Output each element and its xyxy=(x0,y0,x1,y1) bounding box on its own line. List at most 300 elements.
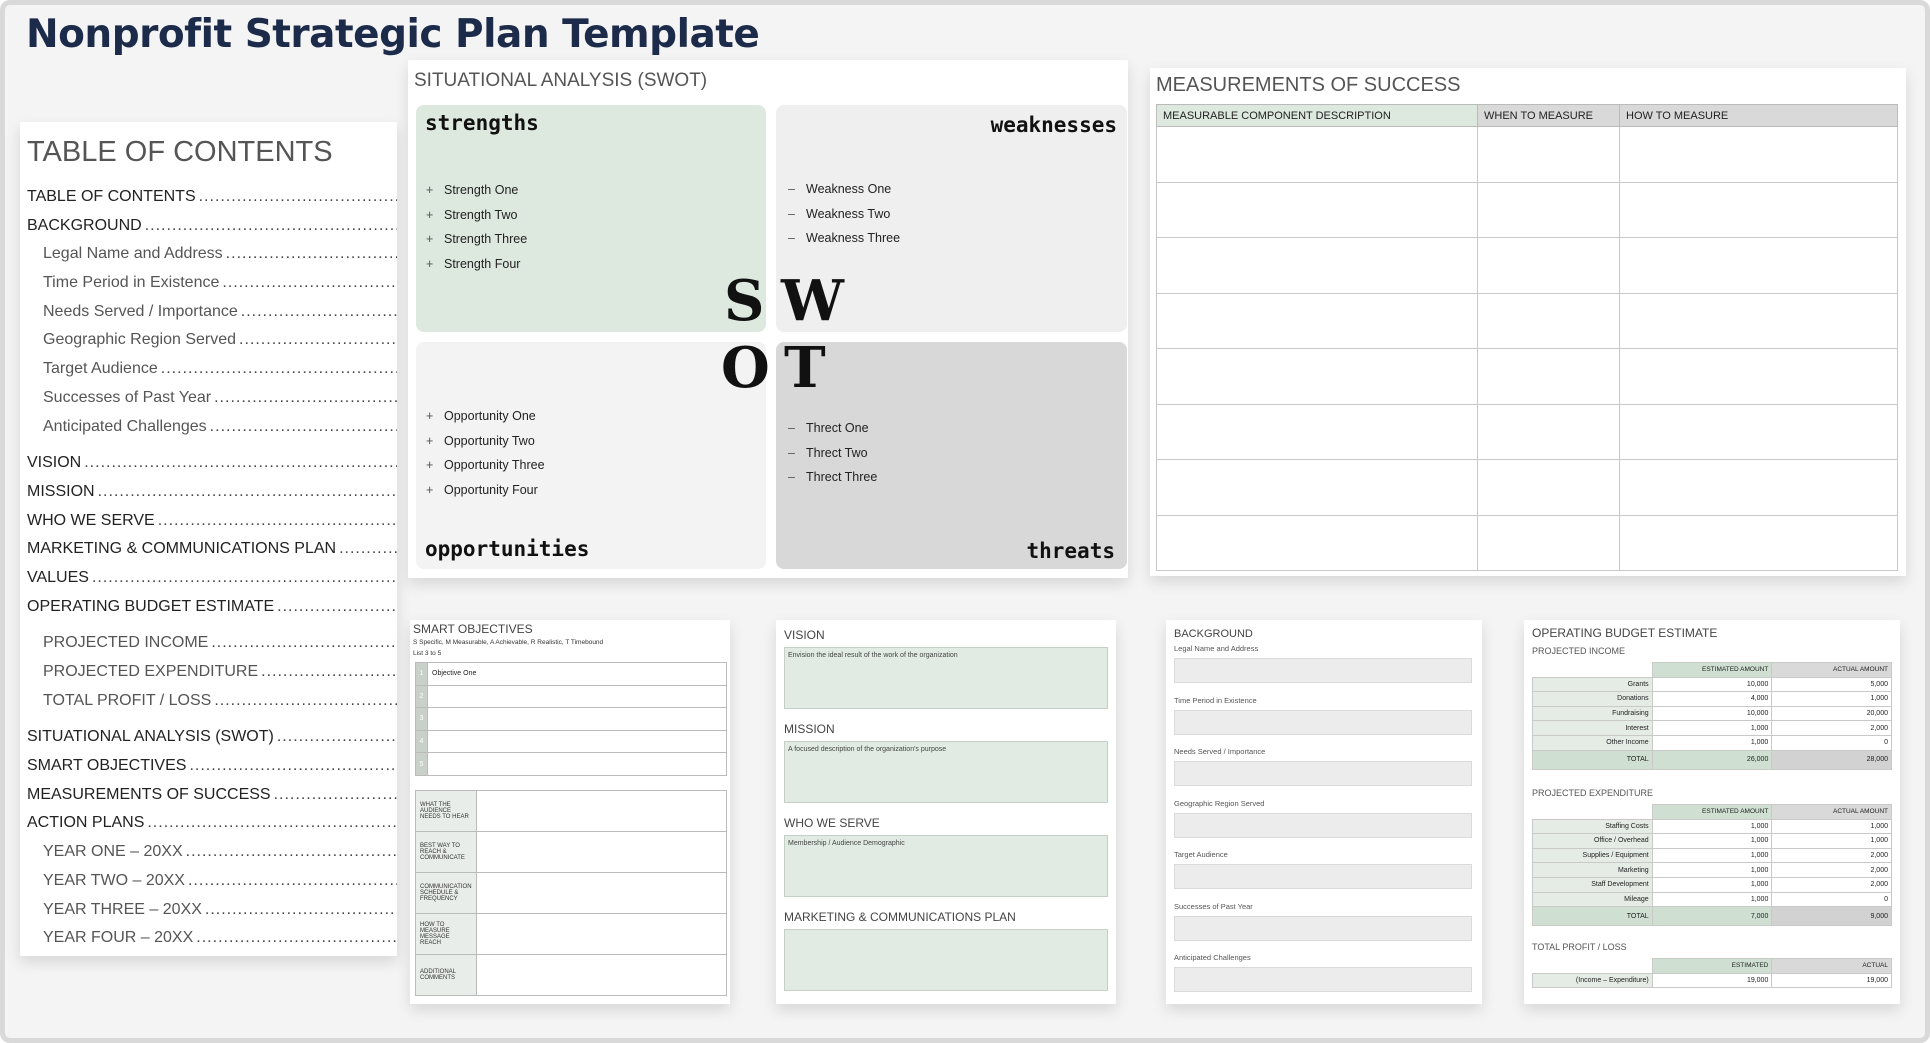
budget-estimated-value[interactable]: 1,000 xyxy=(1652,863,1772,878)
weaknesses-item xyxy=(788,182,900,207)
budget-total-actual: 9,000 xyxy=(1772,907,1892,926)
background-field-label: Successes of Past Year xyxy=(1174,901,1253,911)
measurement-cell[interactable] xyxy=(1157,515,1478,571)
measurement-cell[interactable] xyxy=(1157,127,1478,183)
opportunities-item xyxy=(426,458,545,483)
toc-item[interactable] xyxy=(27,658,397,687)
toc-item-label: YEAR THREE – 20XX xyxy=(43,900,202,918)
objective-row xyxy=(416,708,727,731)
toc-leader-dots xyxy=(241,298,397,327)
budget-row-label: Marketing xyxy=(1533,863,1653,878)
measurement-cell[interactable] xyxy=(1620,349,1898,405)
profit-table xyxy=(1532,958,1892,988)
strengths-quadrant xyxy=(416,105,766,332)
toc-item-label: YEAR FOUR – 20XX xyxy=(43,929,194,947)
budget-actual-value[interactable]: 20,000 xyxy=(1772,706,1892,721)
toc-leader-dots xyxy=(239,326,397,355)
background-field-label: Target Audience xyxy=(1174,850,1228,859)
toc-leader-dots xyxy=(277,593,397,622)
budget-estimated-value[interactable]: 1,000 xyxy=(1652,834,1772,849)
marketing-label: MARKETING & COMMUNICATIONS PLAN xyxy=(784,910,1016,924)
toc-item[interactable] xyxy=(27,896,397,925)
toc-leader-dots xyxy=(199,183,397,212)
budget-row-label: Supplies / Equipment xyxy=(1533,848,1653,863)
measurement-cell[interactable] xyxy=(1157,460,1478,516)
toc-item[interactable] xyxy=(27,838,397,867)
toc-item[interactable] xyxy=(27,507,397,536)
background-field-input[interactable] xyxy=(1174,916,1472,941)
budget-total-label: TOTAL xyxy=(1533,750,1653,769)
strengths-item-label: Strength Three xyxy=(444,232,528,246)
background-field-input[interactable] xyxy=(1174,761,1472,786)
budget-header-blank xyxy=(1533,805,1653,820)
budget-estimated-value[interactable]: 4,000 xyxy=(1652,692,1772,707)
budget-estimated-value[interactable]: 1,000 xyxy=(1652,819,1772,834)
weaknesses-item-label: Weakness Two xyxy=(806,206,891,221)
objective-number: 1 xyxy=(416,663,428,686)
communication-row xyxy=(416,873,727,914)
toc-leader-dots xyxy=(186,838,397,867)
measurement-cell[interactable] xyxy=(1620,293,1898,349)
toc-item-label: TOTAL PROFIT / LOSS xyxy=(43,691,212,709)
measurement-row xyxy=(1157,460,1898,516)
toc-leader-dots xyxy=(188,867,397,896)
swot-heading: SITUATIONAL ANALYSIS (SWOT) xyxy=(414,70,708,91)
who-we-serve-box: Membership / Audience Demographic xyxy=(784,835,1108,897)
toc-item-label: MISSION xyxy=(27,482,95,500)
budget-actual-value[interactable]: 0 xyxy=(1772,735,1892,750)
objective-row xyxy=(416,730,727,753)
toc-leader-dots xyxy=(214,384,397,413)
measurement-cell[interactable] xyxy=(1157,349,1478,405)
strengths-item xyxy=(426,183,527,208)
communication-cell[interactable] xyxy=(476,832,726,873)
budget-actual-value[interactable]: 19,000 xyxy=(1772,973,1892,988)
budget-total-label: TOTAL xyxy=(1533,907,1653,926)
toc-item[interactable] xyxy=(27,212,397,241)
toc-item[interactable] xyxy=(27,298,397,327)
budget-row xyxy=(1533,877,1892,892)
toc-leader-dots xyxy=(205,896,397,925)
threats-item-label: Threct One xyxy=(806,421,869,435)
objective-row xyxy=(416,685,727,708)
background-field-label: Anticipated Challenges xyxy=(1174,953,1251,962)
budget-row-label: Donations xyxy=(1533,692,1653,707)
threats-item xyxy=(788,421,877,446)
smart-heading: SMART OBJECTIVES xyxy=(413,622,533,636)
budget-row xyxy=(1533,834,1892,849)
budget-col-actual: ACTUAL AMOUNT xyxy=(1772,663,1892,678)
strengths-item-label: Strength Two xyxy=(444,207,518,222)
vision-page xyxy=(776,620,1116,1004)
opportunities-item xyxy=(426,434,545,459)
budget-estimated-value[interactable]: 1,000 xyxy=(1652,892,1772,907)
objective-cell[interactable] xyxy=(428,708,727,731)
col-description: MEASURABLE COMPONENT DESCRIPTION xyxy=(1157,105,1478,127)
communication-cell[interactable] xyxy=(476,914,726,955)
objective-cell[interactable] xyxy=(428,685,727,708)
toc-leader-dots xyxy=(98,478,397,507)
budget-actual-value[interactable]: 2,000 xyxy=(1772,721,1892,736)
measurement-cell[interactable] xyxy=(1157,238,1478,294)
bullet-marker: – xyxy=(788,231,795,245)
mission-label: MISSION xyxy=(784,722,835,736)
bullet-marker: + xyxy=(426,232,434,246)
measurement-cell[interactable] xyxy=(1157,404,1478,460)
toc-item[interactable] xyxy=(27,326,397,355)
toc-item-label: PROJECTED EXPENDITURE xyxy=(43,663,259,680)
bullet-marker: – xyxy=(788,206,795,221)
toc-item[interactable] xyxy=(27,809,397,838)
communication-cell[interactable] xyxy=(476,873,726,914)
budget-row xyxy=(1533,819,1892,834)
swot-letter-s: S xyxy=(724,268,765,334)
budget-estimated-value[interactable]: 10,000 xyxy=(1652,677,1772,692)
budget-total-actual: 28,000 xyxy=(1772,750,1892,769)
measurement-cell[interactable] xyxy=(1620,182,1898,238)
toc-item[interactable] xyxy=(27,240,397,269)
measurement-cell[interactable] xyxy=(1620,404,1898,460)
opportunities-item xyxy=(426,483,545,508)
budget-row-label: Office / Overhead xyxy=(1533,834,1653,849)
toc-item-label: MARKETING & COMMUNICATIONS PLAN xyxy=(27,540,337,558)
opportunities-item xyxy=(426,409,545,434)
bullet-marker: + xyxy=(426,458,434,472)
weaknesses-item xyxy=(788,231,900,256)
measurement-cell[interactable] xyxy=(1157,293,1478,349)
objective-number: 3 xyxy=(416,708,428,731)
measurement-cell[interactable] xyxy=(1620,238,1898,294)
measurements-body xyxy=(1157,127,1898,571)
measurement-row xyxy=(1157,127,1898,183)
swot-letter-t: T xyxy=(784,335,826,401)
budget-col-estimated: ESTIMATED AMOUNT xyxy=(1652,805,1772,820)
measurement-cell[interactable] xyxy=(1620,127,1898,183)
budget-estimated-value[interactable]: 1,000 xyxy=(1652,848,1772,863)
strengths-title: strengths xyxy=(425,111,539,135)
background-field-label: Legal Name and Address xyxy=(1174,644,1259,653)
objective-cell[interactable] xyxy=(428,730,727,753)
objective-cell[interactable] xyxy=(428,753,727,776)
toc-leader-dots xyxy=(339,535,397,564)
toc-item-label: WHO WE SERVE xyxy=(27,511,155,529)
budget-row-label: Interest xyxy=(1533,721,1653,736)
measurement-cell[interactable] xyxy=(1478,404,1620,460)
budget-col-actual: ACTUAL AMOUNT xyxy=(1772,805,1892,820)
smart-objectives-page xyxy=(410,620,730,1004)
toc-item-label: Legal Name and Address xyxy=(43,245,223,263)
bullet-marker: + xyxy=(426,482,434,497)
toc-item[interactable] xyxy=(27,781,397,810)
toc-item[interactable] xyxy=(27,535,397,564)
toc-item[interactable] xyxy=(27,269,397,298)
toc-item-label: MEASUREMENTS OF SUCCESS xyxy=(27,785,271,803)
strengths-item xyxy=(426,208,527,233)
smart-subtitle: S Specific, M Measurable, A Achievable, R Realistic, T Timebound xyxy=(413,639,604,646)
background-field-label: Geographic Region Served xyxy=(1174,798,1265,808)
budget-row-label: Other Income xyxy=(1533,735,1653,750)
budget-total-estimated: 26,000 xyxy=(1652,750,1772,769)
toc-item[interactable] xyxy=(27,384,397,413)
budget-header-row xyxy=(1533,663,1892,678)
toc-item[interactable] xyxy=(27,478,397,507)
toc-item-label: YEAR TWO – 20XX xyxy=(43,871,185,889)
toc-leader-dots xyxy=(277,723,397,752)
toc-item[interactable] xyxy=(27,629,397,658)
weaknesses-item-label: Weakness One xyxy=(806,182,892,196)
threats-item-label: Threct Three xyxy=(806,470,878,484)
measurement-cell[interactable] xyxy=(1620,515,1898,571)
toc-leader-dots xyxy=(222,269,397,298)
threats-item-label: Threct Two xyxy=(806,445,868,460)
expenditure-label: PROJECTED EXPENDITURE xyxy=(1532,788,1654,798)
budget-actual-value[interactable]: 2,000 xyxy=(1772,848,1892,863)
objective-cell[interactable]: Objective One xyxy=(428,663,727,686)
measurement-cell[interactable] xyxy=(1157,182,1478,238)
communication-row xyxy=(416,955,727,996)
opportunities-item-label: Opportunity Four xyxy=(444,482,538,497)
budget-actual-value[interactable]: 1,000 xyxy=(1772,692,1892,707)
toc-item-label: BACKGROUND xyxy=(27,216,142,234)
toc-item[interactable] xyxy=(27,752,397,781)
toc-item[interactable] xyxy=(27,924,397,953)
measurement-cell[interactable] xyxy=(1478,127,1620,183)
toc-item-label: Geographic Region Served xyxy=(43,331,237,349)
toc-leader-dots xyxy=(161,355,397,384)
measurements-heading: MEASUREMENTS OF SUCCESS xyxy=(1156,74,1461,96)
budget-row xyxy=(1533,677,1892,692)
budget-row xyxy=(1533,863,1892,878)
opportunities-item-label: Opportunity One xyxy=(444,409,536,423)
communication-table xyxy=(415,790,727,996)
income-label: PROJECTED INCOME xyxy=(1532,646,1626,656)
budget-header-blank xyxy=(1533,959,1653,974)
budget-estimated-value[interactable]: 1,000 xyxy=(1652,877,1772,892)
budget-total-estimated: 7,000 xyxy=(1652,907,1772,926)
background-page xyxy=(1166,620,1482,1004)
toc-item-label: SMART OBJECTIVES xyxy=(27,757,187,775)
bullet-marker: + xyxy=(426,409,434,423)
objective-number: 5 xyxy=(416,753,428,776)
budget-row-label: Fundraising xyxy=(1533,706,1653,721)
bullet-marker: – xyxy=(788,470,795,484)
bullet-marker: – xyxy=(788,445,795,460)
measurement-cell[interactable] xyxy=(1620,460,1898,516)
toc-item-label: PROJECTED INCOME xyxy=(43,634,209,652)
communication-cell[interactable] xyxy=(476,955,726,996)
budget-actual-value[interactable]: 2,000 xyxy=(1772,877,1892,892)
toc-item-label: ACTION PLANS xyxy=(27,814,145,832)
toc-item[interactable] xyxy=(27,867,397,896)
budget-actual-value[interactable]: 1,000 xyxy=(1772,834,1892,849)
profit-label: TOTAL PROFIT / LOSS xyxy=(1532,942,1627,952)
threats-list xyxy=(788,421,877,495)
toc-item-label: Target Audience xyxy=(43,360,158,378)
budget-estimated-value[interactable]: 1,000 xyxy=(1652,735,1772,750)
threats-title: threats xyxy=(1026,539,1115,563)
toc-item[interactable] xyxy=(27,449,397,478)
toc-leader-dots xyxy=(226,240,397,269)
toc-item[interactable] xyxy=(27,183,397,212)
budget-actual-value[interactable]: 5,000 xyxy=(1772,677,1892,692)
objective-number: 4 xyxy=(416,730,428,753)
smart-note: List 3 to 5 xyxy=(413,650,442,657)
measurement-row xyxy=(1157,515,1898,571)
weaknesses-list xyxy=(788,182,900,256)
vision-label: VISION xyxy=(784,628,825,642)
measurement-cell[interactable] xyxy=(1478,349,1620,405)
bullet-marker: + xyxy=(426,433,434,448)
communication-row-label: ADDITIONAL COMMENTS xyxy=(416,955,477,996)
budget-row xyxy=(1533,692,1892,707)
toc-item[interactable] xyxy=(27,355,397,384)
toc-item[interactable] xyxy=(27,593,397,622)
communication-row-label: HOW TO MEASURE MESSAGE REACH xyxy=(416,914,477,955)
toc-item[interactable] xyxy=(27,687,397,716)
measurement-row xyxy=(1157,404,1898,460)
budget-row-label: Mileage xyxy=(1533,892,1653,907)
budget-header-row xyxy=(1533,805,1892,820)
toc-item-label: Successes of Past Year xyxy=(43,388,212,406)
background-field-input[interactable] xyxy=(1174,710,1472,735)
communication-cell[interactable] xyxy=(476,791,726,832)
measurement-cell[interactable] xyxy=(1478,515,1620,571)
toc-leader-dots xyxy=(274,781,397,810)
toc-item[interactable] xyxy=(27,413,397,442)
threats-item xyxy=(788,446,877,471)
toc-item-label: TABLE OF CONTENTS xyxy=(27,188,196,205)
background-field-input[interactable] xyxy=(1174,967,1472,992)
marketing-box xyxy=(784,929,1108,991)
strengths-item-label: Strength Four xyxy=(444,256,521,271)
swot-page xyxy=(408,60,1128,578)
measurement-cell[interactable] xyxy=(1478,460,1620,516)
measurement-row xyxy=(1157,293,1898,349)
budget-row-label: Staffing Costs xyxy=(1533,819,1653,834)
bullet-marker: + xyxy=(426,183,434,197)
col-when: WHEN TO MEASURE xyxy=(1478,105,1620,127)
background-field-label: Time Period in Existence xyxy=(1174,695,1257,705)
threats-quadrant xyxy=(776,342,1127,569)
objective-row xyxy=(416,663,727,686)
swot-letter-w: W xyxy=(781,268,844,334)
toc-heading: TABLE OF CONTENTS xyxy=(27,136,333,168)
background-field-label: Needs Served / Importance xyxy=(1174,747,1266,756)
toc-item-label: YEAR ONE – 20XX xyxy=(43,843,183,861)
background-field-input[interactable] xyxy=(1174,864,1472,889)
budget-estimated-value[interactable]: 19,000 xyxy=(1652,973,1772,988)
toc-item[interactable] xyxy=(27,723,397,752)
toc-leader-dots xyxy=(261,658,397,687)
toc-item[interactable] xyxy=(27,564,397,593)
toc-leader-dots xyxy=(84,449,397,478)
background-field-input[interactable] xyxy=(1174,658,1472,683)
budget-total-row xyxy=(1533,750,1892,769)
toc-item-label: OPERATING BUDGET ESTIMATE xyxy=(27,597,275,615)
strengths-item xyxy=(426,257,527,282)
toc-leader-dots xyxy=(158,507,397,536)
budget-heading: OPERATING BUDGET ESTIMATE xyxy=(1532,626,1718,640)
budget-row-label: Grants xyxy=(1533,677,1653,692)
budget-col-estimated: ESTIMATED AMOUNT xyxy=(1652,663,1772,678)
budget-header-blank xyxy=(1533,663,1653,678)
toc-leader-dots xyxy=(210,413,397,442)
budget-row xyxy=(1533,706,1892,721)
toc-leader-dots xyxy=(147,809,397,838)
strengths-item xyxy=(426,232,527,257)
budget-actual-value[interactable]: 0 xyxy=(1772,892,1892,907)
budget-row-label: Staff Development xyxy=(1533,877,1653,892)
budget-estimated-value[interactable]: 10,000 xyxy=(1652,706,1772,721)
budget-page xyxy=(1524,620,1900,1004)
toc-page xyxy=(20,122,397,956)
toc-item-label: VISION xyxy=(27,454,82,472)
measurement-cell[interactable] xyxy=(1478,182,1620,238)
swot-letter-o: O xyxy=(721,335,770,401)
strengths-item-label: Strength One xyxy=(444,183,519,197)
toc-item-label: Anticipated Challenges xyxy=(43,417,207,435)
mission-box: A focused description of the organization's purpose xyxy=(784,741,1108,803)
opportunities-quadrant xyxy=(416,342,766,569)
page-title: Nonprofit Strategic Plan Template xyxy=(26,12,760,57)
communication-row xyxy=(416,914,727,955)
opportunities-item-label: Opportunity Two xyxy=(444,433,535,448)
budget-actual-value[interactable]: 2,000 xyxy=(1772,863,1892,878)
background-field-input[interactable] xyxy=(1174,813,1472,838)
toc-leader-dots xyxy=(196,924,397,953)
objective-number: 2 xyxy=(416,685,428,708)
toc-leader-dots xyxy=(214,687,397,716)
budget-actual-value[interactable]: 1,000 xyxy=(1772,819,1892,834)
opportunities-item-label: Opportunity Three xyxy=(444,458,545,472)
objectives-table xyxy=(415,662,727,776)
expenditure-table xyxy=(1532,804,1892,926)
budget-col-actual: ACTUAL xyxy=(1772,959,1892,974)
communication-row-label: COMMUNICATION SCHEDULE & FREQUENCY xyxy=(416,873,477,914)
threats-item xyxy=(788,470,877,495)
budget-total-row xyxy=(1533,907,1892,926)
opportunities-title: opportunities xyxy=(425,537,590,561)
toc-list xyxy=(27,183,397,953)
bullet-marker: + xyxy=(426,207,434,222)
bullet-marker: – xyxy=(788,182,795,196)
weaknesses-item xyxy=(788,207,900,232)
communication-row xyxy=(416,832,727,873)
toc-leader-dots xyxy=(189,752,397,781)
background-heading: BACKGROUND xyxy=(1174,628,1253,640)
budget-row xyxy=(1533,848,1892,863)
toc-item-label: Time Period in Existence xyxy=(43,274,220,292)
communication-row xyxy=(416,791,727,832)
opportunities-list xyxy=(426,409,545,507)
communication-row-label: BEST WAY TO REACH & COMMUNICATE xyxy=(416,832,477,873)
weaknesses-item-label: Weakness Three xyxy=(806,231,901,245)
budget-row xyxy=(1533,735,1892,750)
measurement-cell[interactable] xyxy=(1478,238,1620,294)
budget-estimated-value[interactable]: 1,000 xyxy=(1652,721,1772,736)
measurement-row xyxy=(1157,238,1898,294)
measurement-row xyxy=(1157,182,1898,238)
measurement-cell[interactable] xyxy=(1478,293,1620,349)
toc-leader-dots xyxy=(92,564,397,593)
budget-row xyxy=(1533,892,1892,907)
budget-col-estimated: ESTIMATED xyxy=(1652,959,1772,974)
communication-row-label: WHAT THE AUDIENCE NEEDS TO HEAR xyxy=(416,791,477,832)
measurements-table xyxy=(1156,104,1898,571)
budget-row xyxy=(1533,721,1892,736)
toc-item-label: SITUATIONAL ANALYSIS (SWOT) xyxy=(27,728,274,746)
bullet-marker: – xyxy=(788,421,795,435)
